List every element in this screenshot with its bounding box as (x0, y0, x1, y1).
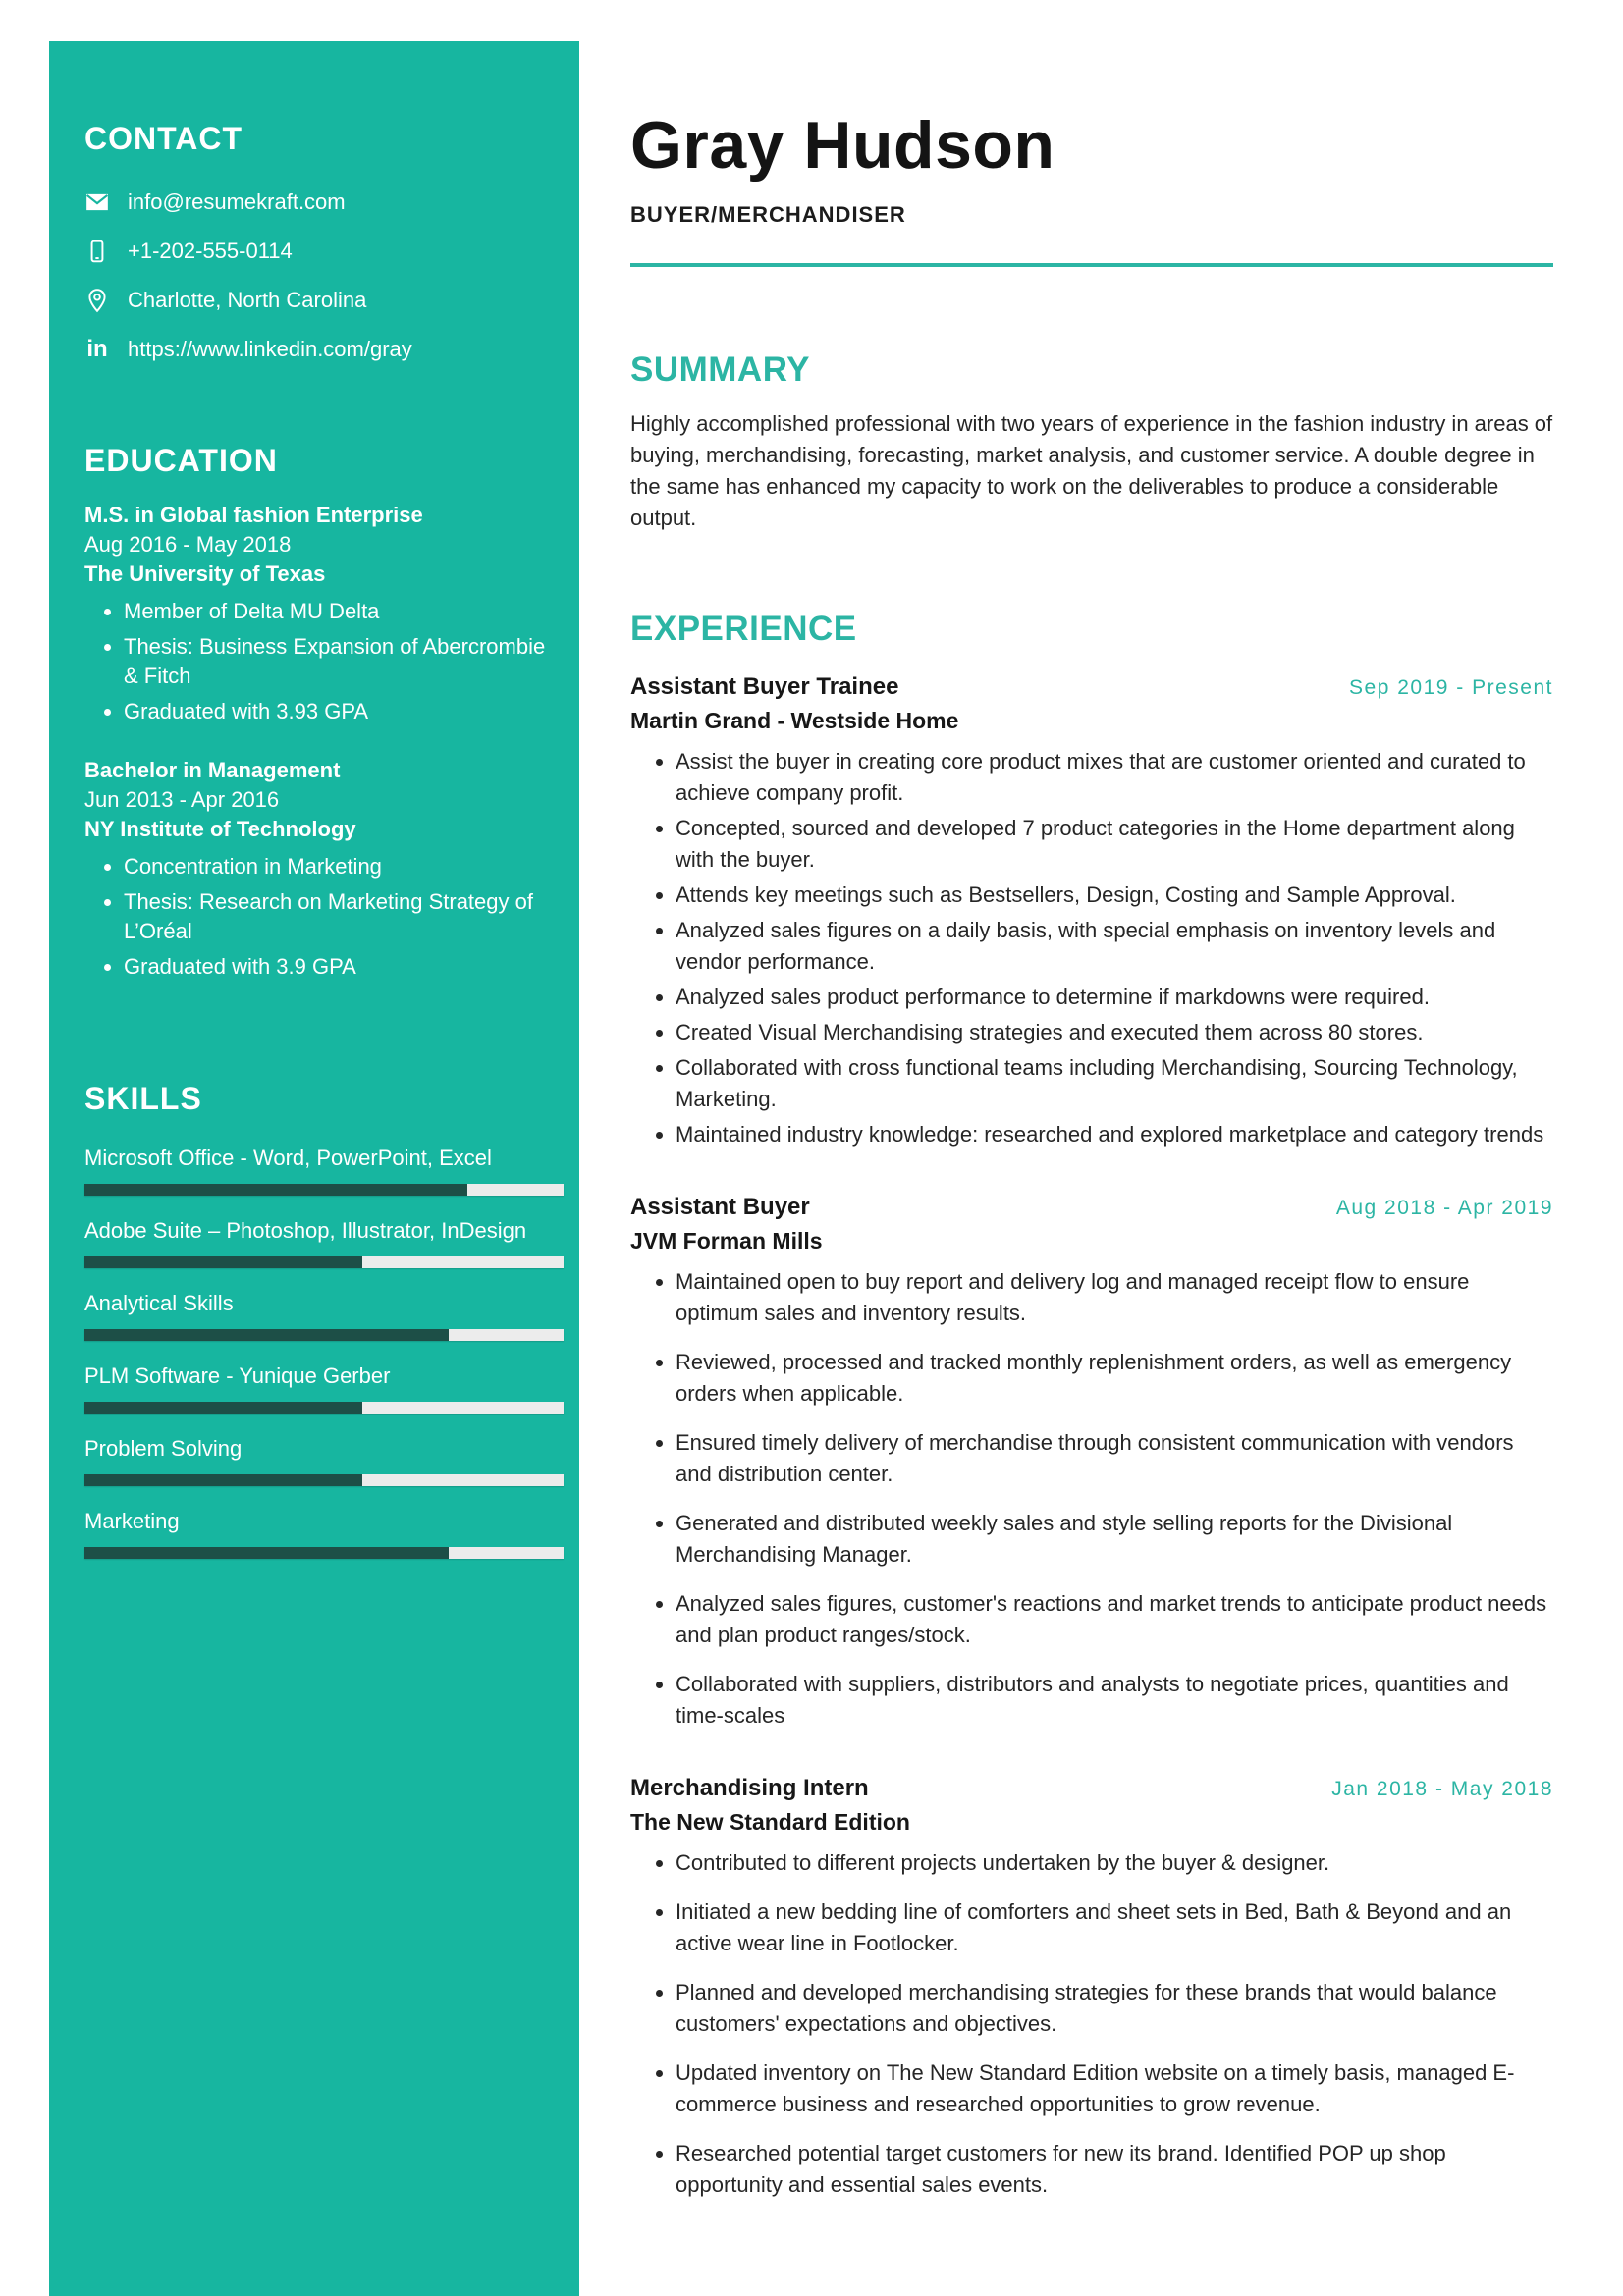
contact-section (84, 120, 564, 363)
job-bullet: • Assist the buyer in creating core product mixes that are customer oriented and curated to achieve company profit. (676, 746, 1553, 809)
skill-label: PLM Software - Yunique Gerber (84, 1363, 391, 1388)
skill-bar (84, 1474, 564, 1486)
job-role: Assistant Buyer Trainee (630, 673, 899, 700)
skill-bar (84, 1256, 564, 1268)
job-bullet-list (630, 1847, 1553, 2201)
skill-label: Microsoft Office - Word, PowerPoint, Excel (84, 1146, 492, 1170)
skill-item (84, 1145, 564, 1196)
job-bullet: • Analyzed sales figures, customer's reactions and market trends to anticipate product needs and plan product ranges/stock. (676, 1588, 1553, 1651)
contact-list (84, 188, 564, 363)
skill-label: Adobe Suite – Photoshop, Illustrator, InDesign (84, 1218, 527, 1243)
job-bullet: • Analyzed sales product performance to determine if markdowns were required. (676, 982, 1553, 1013)
contact-linkedin-url[interactable]: https://www.linkedin.com/gray (128, 337, 412, 361)
job-bullet: • Planned and developed merchandising strategies for these brands that would balance customers' expectations and objectives. (676, 1977, 1553, 2040)
job-bullet: • Analyzed sales figures on a daily basis, with special emphasis on inventory levels and vendor performance. (676, 915, 1553, 978)
job-company: JVM Forman Mills (630, 1228, 823, 1254)
mail-icon (84, 189, 110, 215)
experience-heading: EXPERIENCE (630, 610, 857, 648)
job-header (630, 673, 1553, 701)
summary-heading: SUMMARY (630, 350, 811, 389)
education-dates: Jun 2013 - Apr 2016 (84, 787, 280, 812)
job-bullet-list (630, 1266, 1553, 1732)
job-bullet: • Updated inventory on The New Standard Edition website on a timely basis, managed E-commerce business and researched opportunities to grow revenue. (676, 2057, 1553, 2120)
contact-item-email (84, 188, 564, 216)
job-bullet: • Attends key meetings such as Bestsellers, Design, Costing and Sample Approval. (676, 880, 1553, 911)
education-bullet: • Thesis: Research on Marketing Strategy of L’Oréal (124, 887, 564, 946)
job-entry (630, 1775, 1553, 2201)
skill-bar (84, 1547, 564, 1559)
location-icon (84, 288, 110, 313)
skill-label: Marketing (84, 1509, 180, 1533)
job-bullet: • Maintained open to buy report and delivery log and managed receipt flow to ensure optimum sales and inventory results. (676, 1266, 1553, 1329)
education-heading: EDUCATION (84, 443, 278, 478)
job-company: The New Standard Edition (630, 1809, 910, 1835)
contact-location: Charlotte, North Carolina (128, 288, 367, 312)
skill-item (84, 1508, 564, 1559)
job-bullet: • Collaborated with suppliers, distributors and analysts to negotiate prices, quantities and time-scales (676, 1669, 1553, 1732)
skill-bar-fill (84, 1402, 362, 1414)
contact-item-location (84, 287, 564, 314)
phone-icon (84, 239, 110, 264)
skill-label: Problem Solving (84, 1436, 243, 1461)
skills-section (84, 1080, 564, 1559)
skill-item (84, 1362, 564, 1414)
job-company: Martin Grand - Westside Home (630, 708, 959, 733)
skill-bar-fill (84, 1256, 362, 1268)
linkedin-icon: in (86, 336, 108, 362)
summary-text: Highly accomplished professional with two years of experience in the fashion industry in areas of buying, merchandising, forecasting, market analysis, and customer service. A double degree in the same has enhanced my capacity to work on the deliverables to produce a considerable output. (630, 411, 1553, 530)
main-column (630, 108, 1553, 2218)
job-bullet: • Collaborated with cross functional teams including Merchandising, Sourcing Technology, Marketing. (676, 1052, 1553, 1115)
education-bullet-list (84, 852, 564, 982)
contact-item-linkedin (84, 336, 564, 363)
job-bullet: • Maintained industry knowledge: researched and explored marketplace and category trends (676, 1119, 1553, 1150)
experience-section (630, 609, 1553, 2201)
job-dates: Aug 2018 - Apr 2019 (1335, 1197, 1553, 1219)
school-name: NY Institute of Technology (84, 817, 356, 841)
education-bullet: • Thesis: Business Expansion of Abercrombie & Fitch (124, 632, 564, 691)
skills-heading: SKILLS (84, 1081, 202, 1116)
degree-title: Bachelor in Management (84, 758, 341, 782)
job-bullet-list (630, 746, 1553, 1150)
job-bullet: • Researched potential target customers for new its brand. Identified POP up shop opportunity and essential sales events. (676, 2138, 1553, 2201)
skill-bar-fill (84, 1329, 449, 1341)
person-title: BUYER/MERCHANDISER (630, 202, 906, 227)
skill-bar (84, 1184, 564, 1196)
job-dates: Jan 2018 - May 2018 (1331, 1778, 1553, 1800)
education-bullet: • Graduated with 3.93 GPA (124, 697, 564, 726)
job-bullet: • Contributed to different projects undertaken by the buyer & designer. (676, 1847, 1553, 1879)
education-bullet: • Graduated with 3.9 GPA (124, 952, 564, 982)
summary-section (630, 349, 1553, 534)
education-section (84, 442, 564, 982)
contact-heading: CONTACT (84, 121, 243, 156)
job-bullet: • Generated and distributed weekly sales and style selling reports for the Divisional Merchandising Manager. (676, 1508, 1553, 1571)
contact-item-phone (84, 238, 564, 265)
contact-phone: +1-202-555-0114 (128, 239, 293, 263)
skill-bar-fill (84, 1184, 467, 1196)
divider-rule (630, 263, 1553, 267)
degree-title: M.S. in Global fashion Enterprise (84, 503, 423, 527)
job-bullet: • Reviewed, processed and tracked monthly replenishment orders, as well as emergency orders when applicable. (676, 1347, 1553, 1410)
job-entry (630, 1194, 1553, 1732)
education-item (84, 501, 564, 726)
job-bullet: • Created Visual Merchandising strategies and executed them across 80 stores. (676, 1017, 1553, 1048)
skill-item (84, 1435, 564, 1486)
job-role: Assistant Buyer (630, 1194, 810, 1220)
education-bullet-list (84, 597, 564, 726)
school-name: The University of Texas (84, 561, 326, 586)
education-dates: Aug 2016 - May 2018 (84, 532, 292, 557)
education-bullet: • Concentration in Marketing (124, 852, 564, 881)
job-bullet: • Concepted, sourced and developed 7 product categories in the Home department along with the buyer. (676, 813, 1553, 876)
job-header (630, 1194, 1553, 1221)
job-dates: Sep 2019 - Present (1349, 676, 1553, 699)
education-item (84, 756, 564, 982)
skill-bar-fill (84, 1547, 449, 1559)
skill-item (84, 1217, 564, 1268)
skill-bar (84, 1402, 564, 1414)
skill-bar (84, 1329, 564, 1341)
job-bullet: • Ensured timely delivery of merchandise through consistent communication with vendors and distribution center. (676, 1427, 1553, 1490)
job-role: Merchandising Intern (630, 1775, 869, 1801)
sidebar (49, 41, 579, 2296)
person-name: Gray Hudson (630, 108, 1055, 183)
job-bullet: • Initiated a new bedding line of comforters and sheet sets in Bed, Bath & Beyond and an active wear line in Footlocker. (676, 1896, 1553, 1959)
skill-label: Analytical Skills (84, 1291, 234, 1315)
skill-bar-fill (84, 1474, 362, 1486)
contact-email[interactable]: info@resumekraft.com (128, 189, 346, 214)
skill-item (84, 1290, 564, 1341)
job-header (630, 1775, 1553, 1802)
job-entry (630, 673, 1553, 1150)
education-bullet: • Member of Delta MU Delta (124, 597, 564, 626)
